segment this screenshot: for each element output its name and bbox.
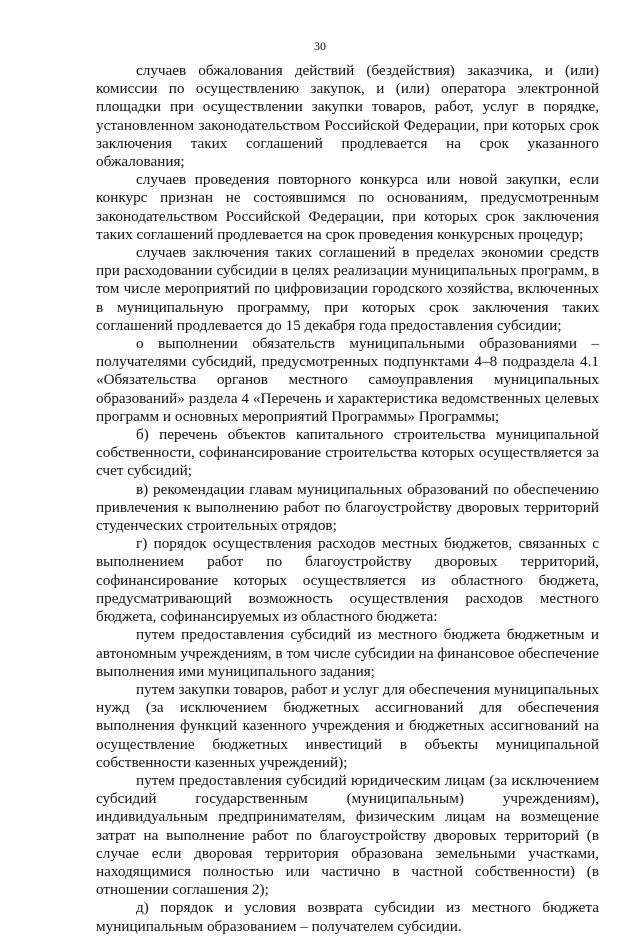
- paragraph: б) перечень объектов капитального строительства муниципальной собственности, софинансирование строительства которых осуществляется за счет субсидий;: [96, 426, 599, 480]
- paragraph: д) порядок и условия возврата субсидии из местного бюджета муниципальным образованием – получателем субсидии.: [96, 899, 599, 935]
- paragraph: путем предоставления субсидий юридическим лицам (за исключением субсидий государственным (муниципальным) учреждениям), индивидуальным предпринимателям, физическим лицам на возмещение затрат на выполнение работ по благоустройству дворовых территорий (в случае если дворовая территория образована земельными участками, находящимися полностью или частично в частной собственности) (в отношении соглашения 2);: [96, 771, 599, 899]
- page-number: 30: [314, 39, 326, 53]
- paragraph: путем закупки товаров, работ и услуг для обеспечения муниципальных нужд (за исключением бюджетных ассигнований для обеспечения выполнения функций казенного учреждения и бюджетных ассигнований на осуществление бюджетных инвестиций в объекты муниципальной собственности казенных учреждений);: [96, 680, 599, 771]
- paragraph: в) рекомендации главам муниципальных образований по обеспечению привлечения к выполнению работ по благоустройству дворовых территорий студенческих строительных отрядов;: [96, 480, 599, 535]
- document-body: [96, 62, 599, 936]
- paragraph: г) порядок осуществления расходов местных бюджетов, связанных с выполнением работ по благоустройству дворовых территорий, софинансирование которых осуществляется из областного бюджета, предусматривающий возможность осуществления расходов местного бюджета, софинансируемых из областного бюджета:: [96, 535, 599, 626]
- paragraph: путем предоставления субсидий из местного бюджета бюджетным и автономным учреждениям, в том числе субсидии на финансовое обеспечение выполнения ими муниципального задания;: [96, 626, 599, 680]
- paragraph: о выполнении обязательств муниципальными образованиями – получателями субсидий, предусмотренных подпунктами 4–8 подраздела 4.1 «Обязательства органов местного самоуправления муниципальных образований» раздела 4 «Перечень и характеристика ведомственных целевых программ и основных мероприятий Программы» Программы;: [96, 335, 599, 425]
- paragraph: случаев обжалования действий (бездействия) заказчика, и (или) комиссии по осуществлению закупок, и (или) оператора электронной площадки при осуществлении закупки товаров, работ, услуг в порядке, установленном законодательством Российской Федерации, при которых срок заключения таких соглашений продлевается на срок указанного обжалования;: [96, 62, 599, 171]
- paragraph: случаев проведения повторного конкурса или новой закупки, если конкурс признан не состоявшимся по основаниям, предусмотренным законодательством Российской Федерации, при которых срок заключения таких соглашений продлевается на срок проведения конкурсных процедур;: [96, 171, 599, 243]
- paragraph: случаев заключения таких соглашений в пределах экономии средств при расходовании субсидии в целях реализации муниципальных программ, в том числе мероприятий по цифровизации городского хозяйства, включенных в муниципальную программу, при которых срок заключения таких соглашений продлевается до 15 декабря года предоставления субсидии;: [96, 244, 599, 334]
